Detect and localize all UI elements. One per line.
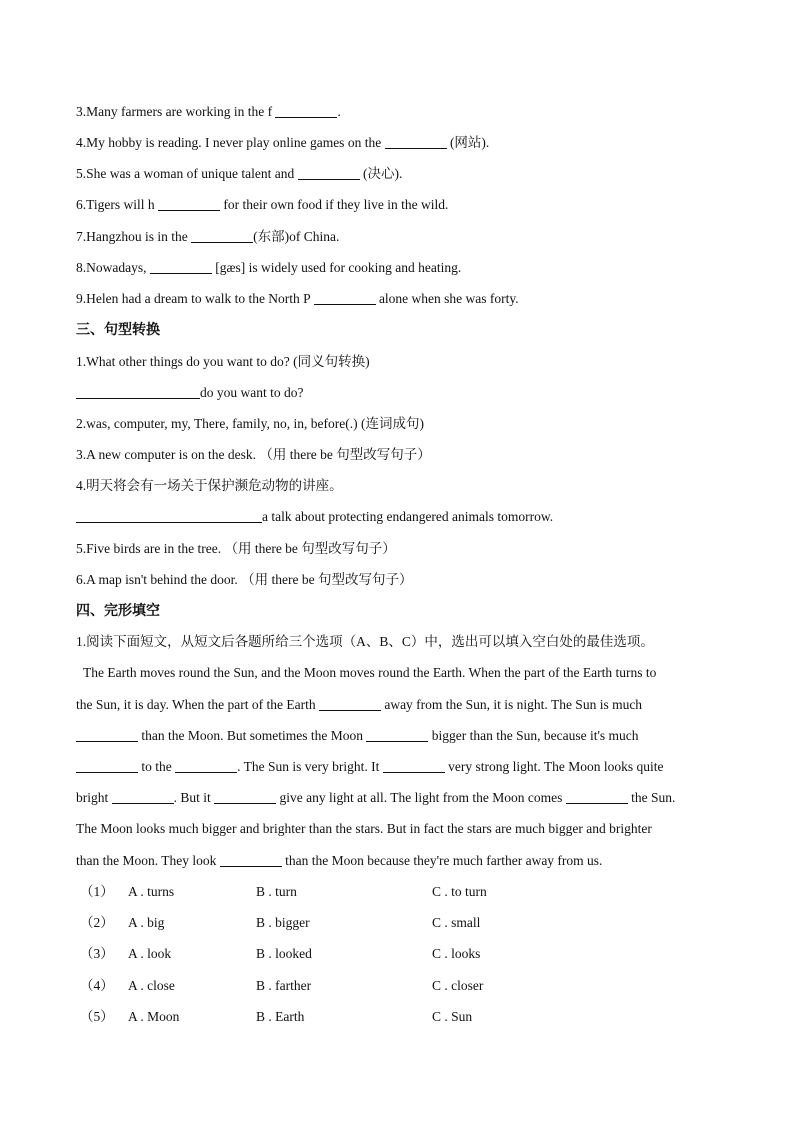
option-b[interactable]: B . bigger (256, 915, 310, 930)
vocab-question-8 (76, 258, 461, 278)
answer-blank[interactable] (298, 165, 360, 180)
option-c[interactable]: C . to turn (432, 884, 487, 899)
passage-line: The Earth moves round the Sun, and the Moon moves round the Earth. When the part of the Earth turns to (83, 665, 657, 680)
option-number: （5） (80, 1009, 114, 1024)
question-text: 9.Helen had a dream to walk to the North P (76, 291, 314, 306)
cloze-blank[interactable] (366, 727, 428, 742)
passage-text: the Sun. (627, 790, 676, 805)
answer-blank[interactable] (158, 196, 220, 211)
question-text: 3.Many farmers are working in the f (76, 104, 276, 119)
option-row (0, 944, 794, 964)
transform-question-2: 2.was, computer, my, There, family, no, in, before(.) (连词成句) (76, 416, 424, 431)
transform-question-4: 4.明天将会有一场关于保护濒危动物的讲座。 (76, 478, 343, 493)
vocab-question-6 (76, 195, 448, 215)
passage-text: away from the Sun, it is night. The Sun is much (380, 697, 643, 712)
question-text: [gæs] is widely used for cooking and heating. (211, 260, 462, 275)
transform-answer-4 (76, 507, 553, 527)
answer-blank[interactable] (385, 134, 447, 149)
question-text: alone when she was forty. (375, 291, 519, 306)
cloze-blank[interactable] (175, 758, 237, 773)
answer-blank[interactable] (76, 508, 262, 523)
question-text: 4.My hobby is reading. I never play online games on the (76, 135, 385, 150)
vocab-question-5 (76, 164, 402, 184)
transform-question-6: 6.A map isn't behind the door. （用 there be 句型改写句子） (76, 572, 413, 587)
passage-text: to the (138, 759, 176, 774)
question-text: for their own food if they live in the wild. (220, 197, 449, 212)
option-row (0, 882, 794, 902)
question-text: . (337, 104, 341, 119)
transform-question-5: 5.Five birds are in the tree. （用 there be 句型改写句子） (76, 541, 396, 556)
option-c[interactable]: C . closer (432, 978, 484, 993)
option-b[interactable]: B . farther (256, 978, 312, 993)
passage-text: the Sun, it is day. When the part of the Earth (76, 697, 319, 712)
passage-line (76, 695, 716, 715)
question-text: 5.She was a woman of unique talent and (76, 166, 298, 181)
passage-text: give any light at all. The light from the Moon comes (276, 790, 566, 805)
option-c[interactable]: C . looks (432, 946, 481, 961)
option-number: （4） (80, 978, 114, 993)
question-text: (网站). (446, 135, 490, 150)
option-number: （1） (80, 884, 114, 899)
passage-text: . But it (173, 790, 215, 805)
passage-line (76, 726, 716, 746)
option-b[interactable]: B . Earth (256, 1009, 305, 1024)
option-row (0, 976, 794, 996)
passage-line: The Moon looks much bigger and brighter than the stars. But in fact the stars are much bigger and brighter (76, 821, 652, 836)
cloze-blank[interactable] (220, 852, 282, 867)
option-row (0, 913, 794, 933)
option-row (0, 1007, 794, 1027)
vocab-question-3 (76, 102, 341, 122)
question-text: (东部)of China. (253, 229, 340, 244)
question-text: 6.Tigers will h (76, 197, 159, 212)
transform-answer-1 (76, 383, 304, 403)
answer-blank[interactable] (275, 103, 337, 118)
transform-question-1: 1.What other things do you want to do? (同义句转换) (76, 354, 370, 369)
cloze-instruction: 1.阅读下面短文，从短文后各题所给三个选项（A、B、C）中，选出可以填入空白处的最佳选项。 (76, 634, 654, 649)
option-a[interactable]: A . turns (128, 884, 175, 899)
answer-blank[interactable] (191, 228, 253, 243)
question-text: (决心). (359, 166, 403, 181)
option-number: （2） (80, 915, 114, 930)
passage-text: bright (76, 790, 112, 805)
option-number: （3） (80, 946, 114, 961)
section-title: 三、句型转换 (76, 322, 160, 338)
cloze-blank[interactable] (214, 789, 276, 804)
vocab-question-7 (76, 227, 339, 247)
section-title: 四、完形填空 (76, 603, 160, 619)
option-a[interactable]: A . look (128, 946, 172, 961)
transform-question-3: 3.A new computer is on the desk. （用 there be 句型改写句子） (76, 447, 431, 462)
passage-line (76, 757, 716, 777)
cloze-blank[interactable] (566, 789, 628, 804)
passage-text: . The Sun is very bright. It (237, 759, 383, 774)
cloze-blank[interactable] (319, 696, 381, 711)
passage-text: very strong light. The Moon looks quite (444, 759, 664, 774)
option-c[interactable]: C . small (432, 915, 481, 930)
vocab-question-4 (76, 133, 489, 153)
passage-text: bigger than the Sun, because it's much (428, 728, 639, 743)
question-text: 7.Hangzhou is in the (76, 229, 192, 244)
cloze-blank[interactable] (112, 789, 174, 804)
option-a[interactable]: A . Moon (128, 1009, 180, 1024)
cloze-blank[interactable] (76, 758, 138, 773)
passage-line (76, 851, 716, 871)
option-a[interactable]: A . close (128, 978, 175, 993)
question-text: 8.Nowadays, (76, 260, 150, 275)
answer-text: do you want to do? (200, 385, 304, 400)
option-b[interactable]: B . looked (256, 946, 312, 961)
cloze-blank[interactable] (383, 758, 445, 773)
answer-blank[interactable] (76, 384, 200, 399)
option-a[interactable]: A . big (128, 915, 165, 930)
passage-text: than the Moon. They look (76, 853, 220, 868)
answer-text: a talk about protecting endangered animals tomorrow. (262, 509, 554, 524)
passage-text: than the Moon. But sometimes the Moon (138, 728, 367, 743)
cloze-blank[interactable] (76, 727, 138, 742)
passage-text: than the Moon because they're much farther away from us. (281, 853, 603, 868)
option-c[interactable]: C . Sun (432, 1009, 473, 1024)
vocab-question-9 (76, 289, 519, 309)
answer-blank[interactable] (150, 259, 212, 274)
passage-line (76, 788, 716, 808)
answer-blank[interactable] (314, 290, 376, 305)
option-b[interactable]: B . turn (256, 884, 297, 899)
